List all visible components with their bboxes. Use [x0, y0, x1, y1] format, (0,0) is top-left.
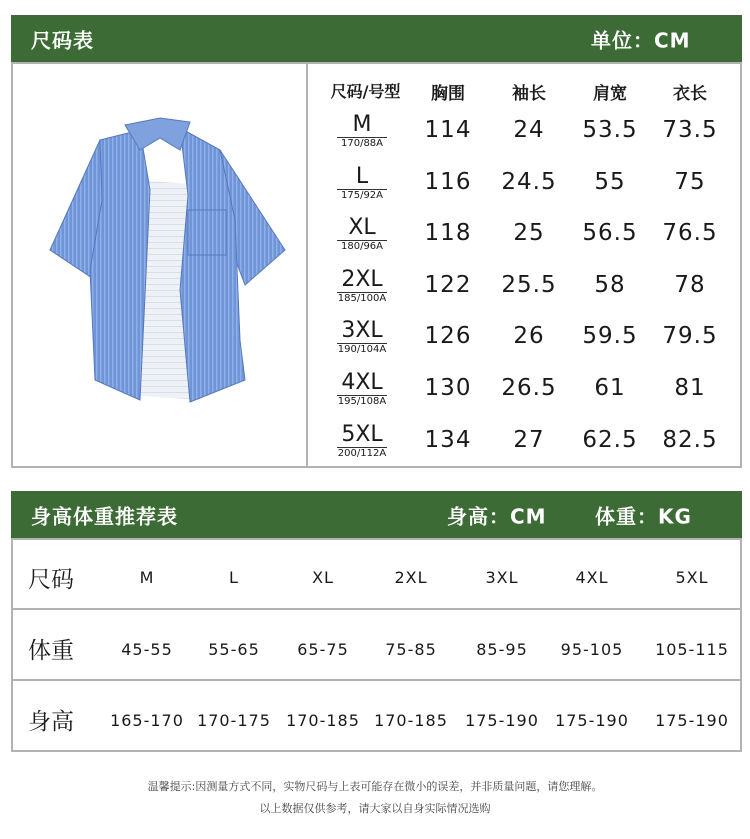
blue-striped-shirt-illustration	[40, 110, 295, 410]
rec-height: 175-190	[465, 711, 539, 730]
size-value-shoulder: 55	[594, 169, 626, 195]
size-value-chest: 122	[424, 272, 472, 298]
size-value-sleeve: 24.5	[501, 169, 557, 195]
header-sleeve: 袖长	[512, 84, 546, 104]
size-value-shoulder: 53.5	[582, 117, 638, 143]
size-value-length: 73.5	[662, 117, 718, 143]
size-spec: 200/112A	[337, 448, 387, 459]
rec-size: M	[139, 568, 155, 587]
rec-height: 175-190	[655, 711, 729, 730]
size-value-length: 81	[674, 375, 706, 401]
size-chart-unit: 单位：CM	[591, 28, 691, 52]
header-size-spec: 尺码/号型	[330, 82, 401, 101]
recommend-header	[11, 491, 742, 538]
size-spec: 185/100A	[337, 293, 387, 304]
size-value-length: 76.5	[662, 220, 718, 246]
size-value-chest: 126	[424, 323, 472, 349]
row-divider	[11, 679, 742, 681]
size-spec: 190/104A	[337, 344, 387, 355]
size-name: XL	[348, 215, 376, 240]
header-shoulder: 肩宽	[593, 84, 627, 104]
size-cell	[317, 217, 407, 253]
size-cell	[317, 372, 407, 408]
rec-weight: 85-95	[476, 640, 528, 659]
note-line-2: 以上数据仅供参考，请大家以自身实际情况选购	[259, 802, 491, 815]
size-cell	[317, 166, 407, 202]
rec-weight: 45-55	[121, 640, 173, 659]
weight-unit: 体重：KG	[595, 504, 692, 528]
rec-size: 2XL	[394, 568, 428, 587]
rec-size: 4XL	[575, 568, 609, 587]
rec-weight: 75-85	[385, 640, 437, 659]
row-divider	[11, 608, 742, 610]
note-line-1: 温馨提示:因测量方式不同，实物尺码与上表可能存在微小的误差，并非质量问题，请您理解。	[147, 780, 603, 793]
rec-size: 3XL	[485, 568, 519, 587]
rec-weight: 55-65	[208, 640, 260, 659]
size-chart-title: 尺码表	[31, 28, 94, 52]
size-value-sleeve: 25	[513, 220, 545, 246]
row-label-size: 尺码	[28, 567, 74, 593]
size-value-shoulder: 59.5	[582, 323, 638, 349]
size-spec: 175/92A	[340, 190, 384, 201]
size-chart-divider	[306, 62, 308, 468]
size-value-chest: 130	[424, 375, 472, 401]
row-label-weight: 体重	[28, 638, 74, 664]
size-value-chest: 134	[424, 427, 472, 453]
size-value-chest: 114	[424, 117, 472, 143]
size-value-sleeve: 25.5	[501, 272, 557, 298]
size-name: 4XL	[341, 370, 383, 395]
size-cell	[317, 320, 407, 356]
size-value-sleeve: 26.5	[501, 375, 557, 401]
rec-size: 5XL	[675, 568, 709, 587]
rec-height: 170-175	[197, 711, 271, 730]
size-value-length: 79.5	[662, 323, 718, 349]
size-name: L	[355, 164, 369, 189]
rec-height: 170-185	[286, 711, 360, 730]
size-value-shoulder: 56.5	[582, 220, 638, 246]
size-cell	[317, 269, 407, 305]
size-name: 3XL	[341, 318, 383, 343]
size-cell	[317, 424, 407, 460]
size-value-length: 78	[674, 272, 706, 298]
size-value-shoulder: 58	[594, 272, 626, 298]
size-name: M	[352, 112, 372, 137]
header-length: 衣长	[673, 84, 707, 104]
size-value-chest: 118	[424, 220, 472, 246]
size-value-length: 82.5	[662, 427, 718, 453]
size-name: 2XL	[341, 267, 383, 292]
rec-weight: 105-115	[655, 640, 729, 659]
rec-height: 170-185	[374, 711, 448, 730]
size-spec: 180/96A	[340, 241, 384, 252]
size-value-chest: 116	[424, 169, 472, 195]
rec-height: 165-170	[110, 711, 184, 730]
size-value-sleeve: 24	[513, 117, 545, 143]
size-value-shoulder: 62.5	[582, 427, 638, 453]
height-unit: 身高：CM	[447, 504, 547, 528]
size-spec: 195/108A	[337, 396, 387, 407]
rec-size: XL	[312, 568, 334, 587]
rec-weight: 95-105	[560, 640, 624, 659]
row-label-height: 身高	[28, 709, 74, 735]
size-value-shoulder: 61	[594, 375, 626, 401]
size-chart-header	[11, 15, 742, 62]
size-spec: 170/88A	[340, 138, 384, 149]
size-cell	[317, 114, 407, 150]
size-value-length: 75	[674, 169, 706, 195]
rec-height: 175-190	[555, 711, 629, 730]
size-value-sleeve: 27	[513, 427, 545, 453]
size-name: 5XL	[341, 422, 383, 447]
rec-weight: 65-75	[297, 640, 349, 659]
recommend-title: 身高体重推荐表	[31, 504, 178, 528]
size-value-sleeve: 26	[513, 323, 545, 349]
header-chest: 胸围	[431, 84, 465, 104]
rec-size: L	[229, 568, 239, 587]
